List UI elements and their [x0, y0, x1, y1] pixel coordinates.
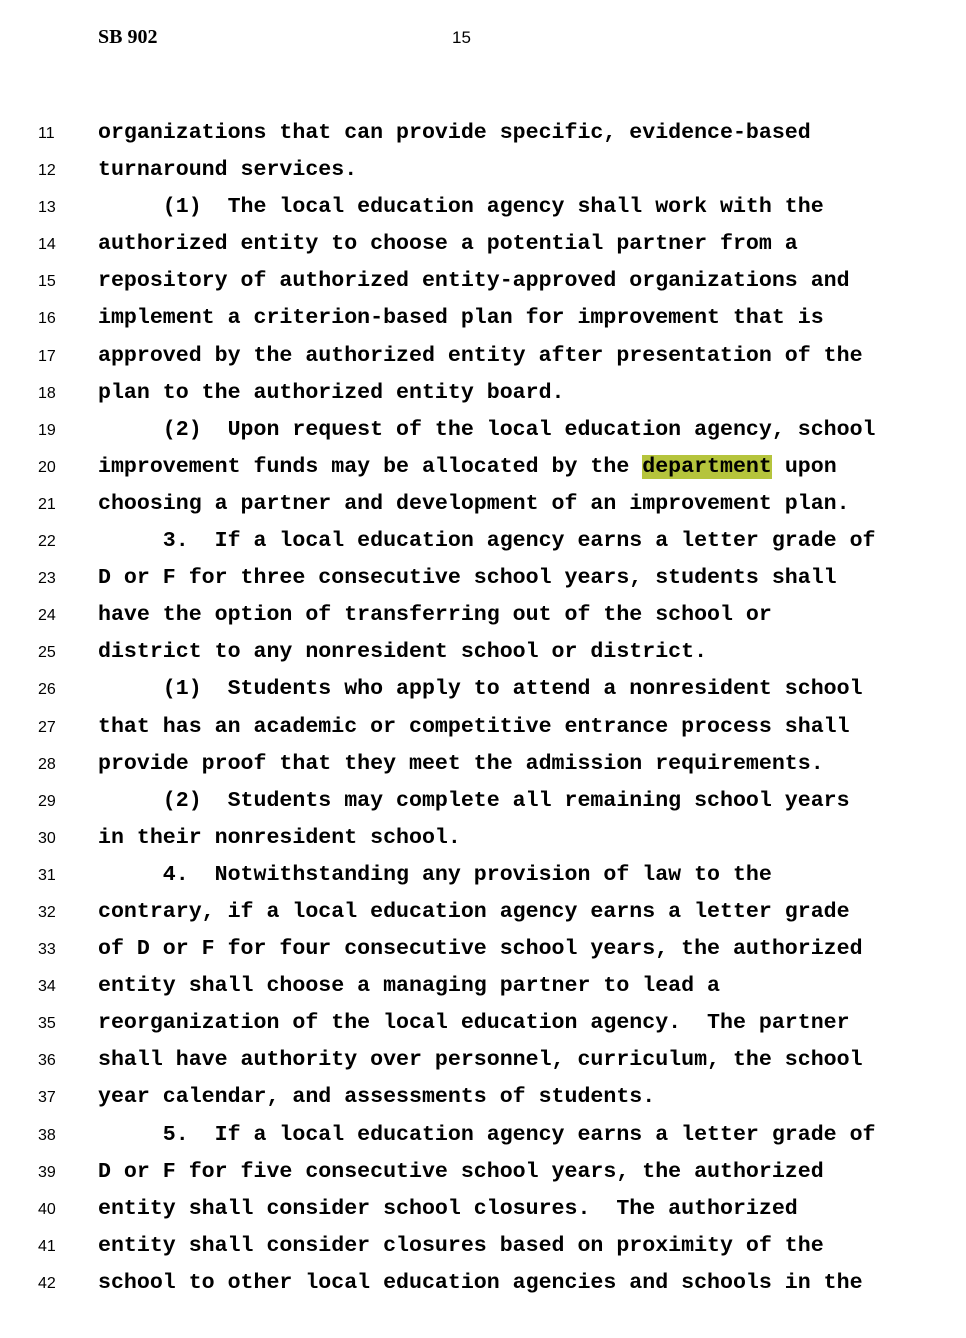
line-number: 20 — [38, 458, 56, 476]
text-line — [0, 634, 966, 671]
bill-text-body — [0, 115, 966, 1302]
text-line — [0, 968, 966, 1005]
line-number: 27 — [38, 718, 56, 736]
line-text — [98, 1154, 824, 1191]
line-text-segment: shall have authority over personnel, curriculum, the school — [98, 1048, 863, 1073]
line-number: 21 — [38, 495, 56, 513]
line-text-segment: entity shall consider school closures. The authorized — [98, 1196, 798, 1221]
line-number: 19 — [38, 421, 56, 439]
text-line — [0, 1154, 966, 1191]
line-text — [98, 634, 707, 671]
line-text-segment: district to any nonresident school or district. — [98, 640, 708, 665]
line-text — [98, 152, 357, 189]
text-line — [0, 115, 966, 152]
text-line — [0, 300, 966, 337]
line-number: 30 — [38, 829, 56, 847]
line-text — [98, 226, 798, 263]
text-line — [0, 1117, 966, 1154]
text-line — [0, 263, 966, 300]
text-line — [0, 1042, 966, 1079]
line-text-segment: of D or F for four consecutive school years, the authorized — [98, 937, 863, 962]
line-text — [98, 597, 772, 634]
text-line — [0, 560, 966, 597]
text-line — [0, 375, 966, 412]
line-number: 16 — [38, 310, 56, 328]
line-number: 42 — [38, 1274, 56, 1292]
line-text — [98, 1265, 863, 1302]
line-text-segment: that has an academic or competitive entrance process shall — [98, 714, 850, 739]
line-number: 34 — [38, 978, 56, 996]
line-text — [98, 1228, 824, 1265]
line-text — [98, 189, 824, 226]
line-number: 23 — [38, 570, 56, 588]
line-text — [98, 671, 863, 708]
text-line — [0, 152, 966, 189]
line-number: 39 — [38, 1163, 56, 1181]
line-number: 33 — [38, 941, 56, 959]
line-text-segment: reorganization of the local education agency. The partner — [98, 1011, 850, 1036]
line-number: 22 — [38, 533, 56, 551]
line-text-segment: 4. Notwithstanding any provision of law to the — [98, 862, 772, 887]
text-line — [0, 338, 966, 375]
line-number: 14 — [38, 236, 56, 254]
text-line — [0, 1228, 966, 1265]
line-text — [98, 894, 850, 931]
text-line — [0, 1005, 966, 1042]
text-line — [0, 523, 966, 560]
text-line — [0, 226, 966, 263]
text-line — [0, 486, 966, 523]
line-text — [98, 931, 863, 968]
line-text-segment: 3. If a local education agency earns a letter grade of — [98, 529, 876, 554]
line-text-segment: contrary, if a local education agency earns a letter grade — [98, 899, 850, 924]
line-text — [98, 1191, 798, 1228]
bill-identifier: SB 902 — [98, 26, 158, 48]
line-text — [98, 709, 850, 746]
text-line — [0, 1191, 966, 1228]
text-line — [0, 783, 966, 820]
text-line — [0, 1265, 966, 1302]
line-number: 24 — [38, 607, 56, 625]
line-text-segment: D or F for three consecutive school years, students shall — [98, 566, 837, 591]
text-line — [0, 820, 966, 857]
line-number: 29 — [38, 792, 56, 810]
text-line — [0, 671, 966, 708]
line-number: 37 — [38, 1089, 56, 1107]
line-text-segment: year calendar, and assessments of students. — [98, 1085, 656, 1110]
text-line — [0, 449, 966, 486]
line-text-segment: school to other local education agencies and schools in the — [98, 1270, 863, 1295]
line-text — [98, 338, 863, 375]
line-text-segment: have the option of transferring out of the school or — [98, 603, 772, 628]
line-number: 40 — [38, 1200, 56, 1218]
line-text — [98, 486, 850, 523]
line-text-segment: implement a criterion-based plan for improvement that is — [98, 306, 824, 331]
text-line — [0, 746, 966, 783]
line-text-segment: organizations that can provide specific, evidence-based — [98, 121, 811, 145]
text-line — [0, 709, 966, 746]
text-line — [0, 597, 966, 634]
text-line — [0, 189, 966, 226]
text-line — [0, 1079, 966, 1116]
line-number: 35 — [38, 1015, 56, 1033]
line-text-segment: upon — [771, 454, 837, 479]
line-text-segment: (1) Students who apply to attend a nonresident school — [98, 677, 863, 702]
line-text-segment: (2) Upon request of the local education agency, school — [98, 417, 876, 442]
line-text-segment: choosing a partner and development of an improvement plan. — [98, 491, 850, 516]
line-number: 36 — [38, 1052, 56, 1070]
line-text-segment: provide proof that they meet the admission requirements. — [98, 751, 824, 776]
line-text-segment: 5. If a local education agency earns a letter grade of — [98, 1122, 876, 1147]
line-text — [98, 115, 811, 152]
text-line — [0, 412, 966, 449]
line-number: 11 — [38, 125, 55, 142]
line-text — [98, 300, 824, 337]
line-text-segment: entity shall consider closures based on proximity of the — [98, 1233, 824, 1258]
line-text — [98, 1005, 850, 1042]
line-text-segment: plan to the authorized entity board. — [98, 380, 565, 405]
line-text — [98, 1042, 863, 1079]
line-text-segment: entity shall choose a managing partner to lead a — [98, 974, 721, 999]
line-number: 15 — [38, 273, 56, 291]
line-text-segment: (1) The local education agency shall work with the — [98, 195, 824, 220]
line-text-segment: repository of authorized entity-approved organizations and — [98, 269, 850, 294]
line-text — [98, 968, 720, 1005]
line-number: 13 — [38, 199, 56, 217]
highlighted-term: department — [642, 454, 772, 479]
line-text-segment: D or F for five consecutive school years, the authorized — [98, 1159, 824, 1184]
line-number: 25 — [38, 644, 56, 662]
line-number: 28 — [38, 755, 56, 773]
line-number: 38 — [38, 1126, 56, 1144]
line-text — [98, 746, 824, 783]
line-text — [98, 1117, 876, 1154]
line-text-segment: approved by the authorized entity after presentation of the — [98, 343, 863, 368]
line-text — [98, 857, 772, 894]
line-text-segment: authorized entity to choose a potential partner from a — [98, 232, 798, 257]
line-text — [98, 783, 850, 820]
line-number: 32 — [38, 903, 56, 921]
line-number: 26 — [38, 681, 56, 699]
line-text — [98, 560, 837, 597]
line-text — [98, 412, 876, 449]
text-line — [0, 894, 966, 931]
line-number: 18 — [38, 384, 56, 402]
line-text — [98, 375, 565, 412]
line-number: 12 — [38, 162, 56, 180]
line-text-segment: in their nonresident school. — [98, 825, 461, 850]
line-text — [98, 523, 876, 560]
line-text — [98, 820, 461, 857]
line-number: 31 — [38, 866, 56, 884]
line-text — [98, 1079, 655, 1116]
line-text-segment: improvement funds may be allocated by the — [98, 454, 643, 479]
line-text — [98, 449, 837, 486]
line-number: 17 — [38, 347, 56, 365]
page-number: 15 — [452, 28, 471, 47]
line-number: 41 — [38, 1237, 56, 1255]
line-text — [98, 263, 850, 300]
line-text-segment: turnaround services. — [98, 158, 358, 183]
text-line — [0, 931, 966, 968]
line-text-segment: (2) Students may complete all remaining school years — [98, 788, 850, 813]
text-line — [0, 857, 966, 894]
